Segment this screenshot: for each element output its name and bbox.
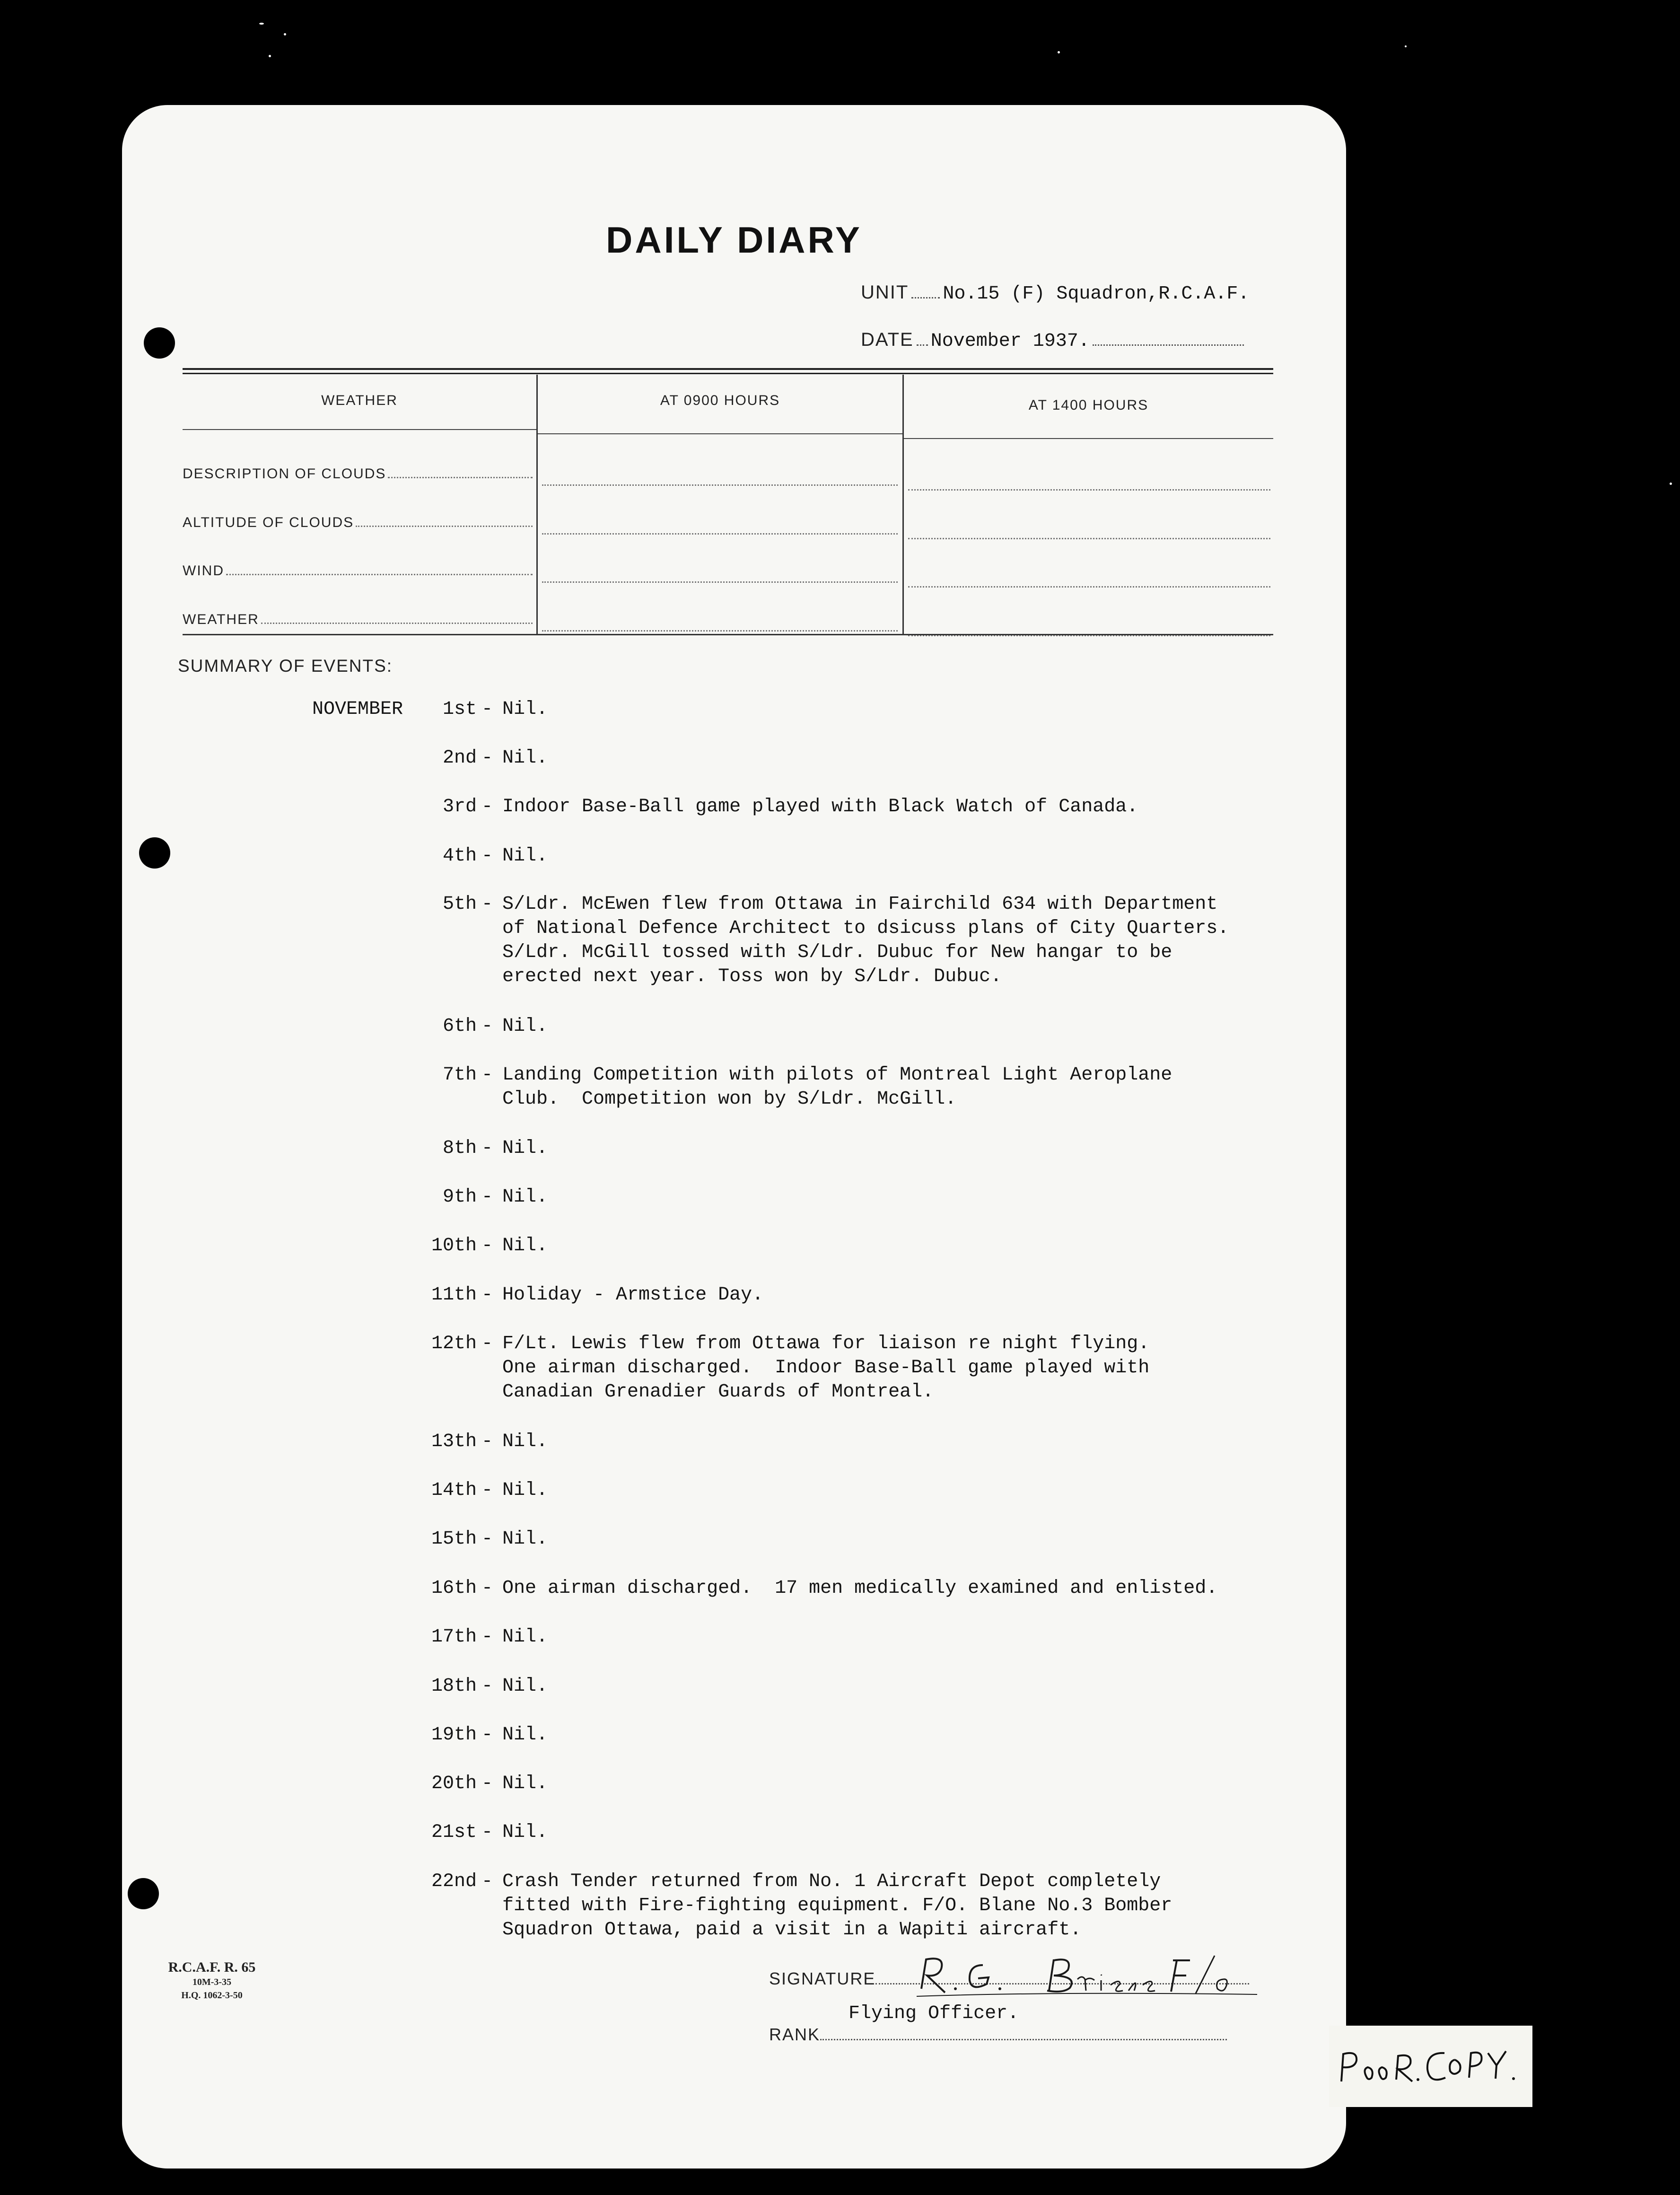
double-rule-bottom	[183, 373, 1273, 374]
weather-row	[183, 513, 533, 531]
entry-day: 2nd	[442, 747, 477, 769]
entry-text: One airman discharged. Indoor Base-Ball game played with	[502, 1357, 1150, 1378]
entry-line	[542, 533, 898, 535]
date-label: DATE	[861, 329, 914, 350]
entry-day: 1st	[442, 699, 477, 720]
diary-sheet	[122, 105, 1346, 2169]
rank-field	[820, 2003, 1227, 2040]
entry-text: Nil.	[502, 1528, 548, 1550]
diary-entry	[442, 1185, 548, 1209]
punch-hole	[128, 1878, 159, 1909]
signature-label: SIGNATURE	[769, 1969, 876, 1988]
diary-entry	[442, 1014, 548, 1038]
entry-dash: -	[481, 845, 493, 867]
weather-col-header: WEATHER	[321, 393, 398, 408]
diary-entry	[431, 1870, 1172, 1942]
entry-text: Squadron Ottawa, paid a visit in a Wapiti aircraft.	[502, 1919, 1082, 1940]
entry-day: 4th	[442, 845, 477, 867]
entry-text: Nil.	[502, 747, 548, 769]
entry-day: 12th	[431, 1333, 477, 1354]
entry-text: Nil.	[502, 699, 548, 720]
entry-text: fitted with Fire-fighting equipment. F/O. Blane No.3 Bomber	[502, 1895, 1172, 1916]
entry-day: 20th	[431, 1773, 477, 1794]
poor-copy-stamp	[1329, 2026, 1532, 2107]
diary-entry	[442, 1136, 548, 1160]
entry-line	[908, 586, 1270, 588]
entry-text: Nil.	[502, 1480, 548, 1501]
date-value: November 1937.	[930, 331, 1090, 352]
diary-entry	[442, 795, 1138, 819]
entry-text: Nil.	[502, 1773, 548, 1794]
dotted-leader	[261, 610, 533, 624]
entry-day: 21st	[431, 1822, 477, 1843]
header-rule	[183, 429, 536, 430]
form-hq-code: H.Q. 1062-3-50	[181, 1990, 243, 2001]
diary-entry	[431, 1478, 548, 1502]
double-rule-top	[183, 368, 1273, 370]
rank-value: Flying Officer.	[849, 2003, 1019, 2024]
diary-entry	[431, 1332, 1150, 1404]
diary-entry	[442, 1063, 1172, 1111]
summary-heading: SUMMARY OF EVENTS:	[178, 656, 393, 676]
entry-day: 22nd	[431, 1871, 477, 1892]
rank-label: RANK	[769, 2025, 821, 2044]
dotted-leader	[1093, 327, 1244, 346]
punch-hole	[144, 327, 175, 359]
entry-text: F/Lt. Lewis flew from Ottawa for liaison re night flying.	[502, 1333, 1150, 1354]
entry-line	[542, 581, 898, 583]
entry-text: Nil.	[502, 1186, 548, 1208]
entry-text: Canadian Grenadier Guards of Montreal.	[502, 1381, 934, 1403]
entry-day: 9th	[442, 1186, 477, 1208]
entry-text: Nil.	[502, 1235, 548, 1256]
form-number	[165, 1959, 259, 2002]
entry-dash: -	[481, 1822, 493, 1843]
punch-hole	[139, 837, 170, 869]
unit-label: UNIT	[861, 282, 909, 303]
row-label: WIND	[183, 563, 224, 579]
diary-entry	[431, 1283, 764, 1307]
dotted-leader	[388, 465, 533, 478]
entry-dash: -	[481, 1528, 493, 1550]
entry-day: 15th	[431, 1528, 477, 1550]
entry-day: 11th	[431, 1284, 477, 1306]
entry-text: Holiday - Armstice Day.	[502, 1284, 764, 1306]
entry-text: of National Defence Architect to dsicuss plans of City Quarters.	[502, 918, 1229, 939]
diary-entry	[431, 1234, 548, 1258]
dotted-leader	[911, 280, 940, 299]
entry-day: 6th	[442, 1016, 477, 1037]
form-print-code: 10M-3-35	[192, 1977, 232, 1987]
dotted-leader	[226, 562, 533, 575]
entry-day: 16th	[431, 1578, 477, 1599]
entry-day: 7th	[442, 1064, 477, 1086]
diary-entry	[431, 1527, 548, 1551]
entry-line	[908, 538, 1270, 539]
dotted-leader	[917, 327, 928, 346]
entry-text: Indoor Base-Ball game played with Black Watch of Canada.	[502, 796, 1138, 817]
entry-day: 8th	[442, 1138, 477, 1159]
weather-row	[183, 562, 533, 579]
diary-entry	[431, 1723, 548, 1747]
entry-text: S/Ldr. McEwen flew from Ottawa in Fairchild 634 with Department	[502, 894, 1218, 915]
entry-day: 10th	[431, 1235, 477, 1256]
entry-text: One airman discharged. 17 men medically examined and enlisted.	[502, 1578, 1218, 1599]
entry-text: Crash Tender returned from No. 1 Aircraft Depot completely	[502, 1871, 1161, 1892]
entry-dash: -	[481, 1016, 493, 1037]
diary-entry	[431, 1674, 548, 1698]
col-1400-header: AT 1400 HOURS	[1028, 397, 1149, 413]
rank-row	[769, 2003, 1227, 2045]
form-title: DAILY DIARY	[606, 219, 862, 261]
form-code: R.C.A.F. R. 65	[168, 1959, 256, 1975]
entry-dash: -	[481, 1284, 493, 1306]
entry-day: 14th	[431, 1480, 477, 1501]
column-divider	[536, 375, 538, 634]
entry-dash: -	[481, 1064, 493, 1086]
entry-day: 3rd	[442, 796, 477, 817]
diary-entry	[431, 1772, 548, 1796]
dotted-leader	[820, 2025, 1227, 2040]
entry-dash: -	[481, 894, 493, 915]
entry-dash: -	[481, 1235, 493, 1256]
entry-line	[908, 489, 1270, 491]
entry-dash: -	[481, 1333, 493, 1354]
entry-text: S/Ldr. McGill tossed with S/Ldr. Dubuc for New hangar to be	[502, 942, 1172, 963]
row-label: WEATHER	[183, 612, 259, 627]
unit-row	[861, 280, 1249, 305]
entry-dash: -	[481, 1431, 493, 1452]
entry-dash: -	[481, 1676, 493, 1697]
entry-text: Nil.	[502, 1016, 548, 1037]
entry-dash: -	[481, 1578, 493, 1599]
diary-entry	[431, 1576, 1218, 1600]
handwritten-signature	[912, 1951, 1262, 1998]
entry-text: Nil.	[502, 1138, 548, 1159]
entry-text: Nil.	[502, 1822, 548, 1843]
entry-day: 13th	[431, 1431, 477, 1452]
entry-dash: -	[481, 1724, 493, 1746]
diary-entry	[431, 1430, 548, 1454]
entry-text: Nil.	[502, 1431, 548, 1452]
month-label: NOVEMBER	[312, 699, 403, 720]
row-label: ALTITUDE OF CLOUDS	[183, 515, 354, 530]
entry-text: Club. Competition won by S/Ldr. McGill.	[502, 1089, 957, 1110]
entry-dash: -	[481, 699, 493, 720]
diary-entry	[442, 892, 1229, 989]
weather-row	[183, 610, 533, 628]
entry-line	[542, 484, 898, 486]
column-divider	[902, 375, 904, 634]
entry-dash: -	[481, 1871, 493, 1892]
diary-entry	[442, 844, 548, 868]
entry-line	[542, 630, 898, 632]
entry-text: Nil.	[502, 1724, 548, 1746]
entry-dash: -	[481, 1480, 493, 1501]
diary-entry	[442, 746, 548, 770]
col-0900-header: AT 0900 HOURS	[660, 393, 780, 408]
entry-text: Nil.	[502, 845, 548, 867]
entry-day: 19th	[431, 1724, 477, 1746]
date-row	[861, 327, 1247, 352]
unit-value: No.15 (F) Squadron,R.C.A.F.	[943, 283, 1250, 305]
entry-dash: -	[481, 1626, 493, 1648]
weather-table	[183, 375, 1273, 634]
entry-text: Nil.	[502, 1626, 548, 1648]
entry-day: 18th	[431, 1676, 477, 1697]
header-rule	[904, 438, 1273, 439]
header-rule	[538, 433, 902, 434]
diary-entry	[431, 1625, 548, 1649]
entry-text: erected next year. Toss won by S/Ldr. Dubuc.	[502, 966, 1002, 987]
row-label: DESCRIPTION OF CLOUDS	[183, 466, 386, 482]
entry-dash: -	[481, 796, 493, 817]
diary-entry	[312, 697, 548, 721]
entry-dash: -	[481, 1773, 493, 1794]
weather-row	[183, 465, 533, 482]
poor-copy-handwriting	[1329, 2026, 1532, 2107]
dotted-leader	[356, 513, 533, 527]
entry-dash: -	[481, 747, 493, 769]
entry-text: Landing Competition with pilots of Montreal Light Aeroplane	[502, 1064, 1172, 1086]
entry-dash: -	[481, 1186, 493, 1208]
entry-dash: -	[481, 1138, 493, 1159]
diary-entry	[431, 1820, 548, 1844]
entry-text: Nil.	[502, 1676, 548, 1697]
entry-day: 17th	[431, 1626, 477, 1648]
table-bottom-rule	[183, 634, 1273, 635]
entry-day: 5th	[442, 894, 477, 915]
